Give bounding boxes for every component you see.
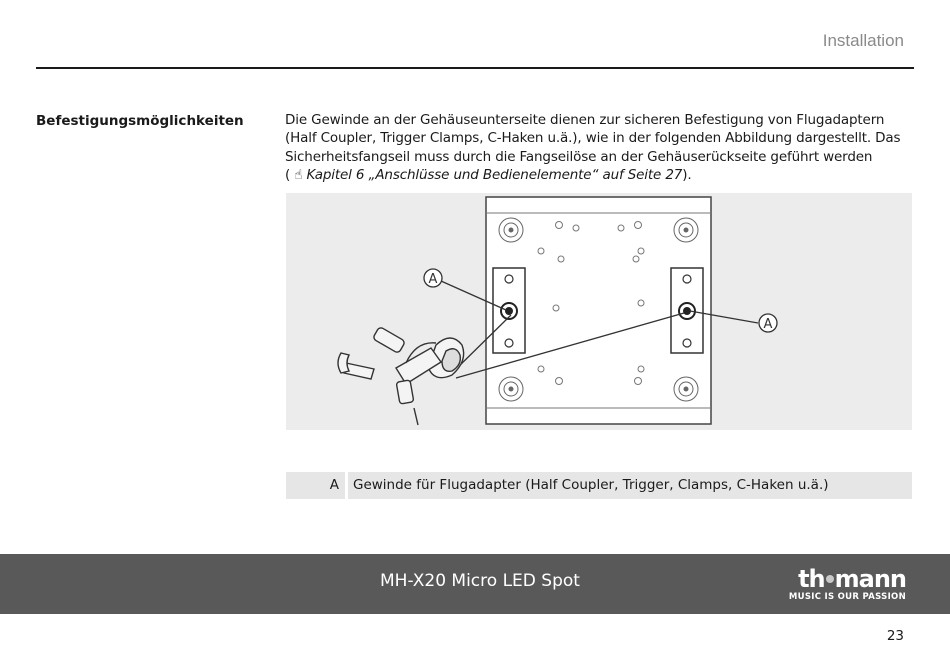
brand-dot-icon	[826, 575, 834, 583]
legend-key: A	[286, 472, 345, 499]
footer-product-name: MH-X20 Micro LED Spot	[380, 571, 580, 591]
header-divider	[36, 67, 914, 69]
xref-close: ).	[682, 167, 692, 184]
pointing-hand-icon: ☝	[294, 167, 303, 184]
brand-wordmark	[789, 566, 906, 592]
callout-label-left: A	[428, 272, 438, 287]
legend-table	[286, 472, 912, 499]
body-paragraph	[285, 111, 915, 185]
brand-suffix: mann	[834, 565, 906, 593]
xref-open: (	[285, 167, 291, 184]
footer-bar	[0, 554, 950, 614]
cross-reference-line	[285, 166, 915, 184]
paragraph-line: Sicherheitsfangseil muss durch die Fangseilöse an der Gehäuserückseite geführt werden	[285, 148, 873, 165]
clamp-mount-illustration	[286, 193, 912, 430]
legend-description: Gewinde für Flugadapter (Half Coupler, Trigger, Clamps, C-Haken u.ä.)	[348, 472, 912, 499]
brand-tagline: MUSIC IS OUR PASSION	[788, 592, 906, 602]
section-heading: Befestigungsmöglichkeiten	[36, 113, 244, 129]
page-number: 23	[886, 628, 904, 644]
header-section-title: Installation	[822, 31, 904, 50]
callout-label-right: A	[763, 317, 773, 332]
paragraph-line: Die Gewinde an der Gehäuseunterseite dienen zur sicheren Befestigung von Flugadaptern	[285, 112, 885, 128]
cross-reference-link[interactable]: Kapitel 6 „Anschlüsse und Bedienelemente“ auf Seite 27	[306, 167, 683, 184]
brand-logo	[789, 566, 906, 602]
paragraph-line: (Half Coupler, Trigger Clamps, C-Haken u.ä.), wie in der folgenden Abbildung dargestellt. Das	[285, 130, 901, 147]
brand-prefix: th	[798, 565, 825, 593]
